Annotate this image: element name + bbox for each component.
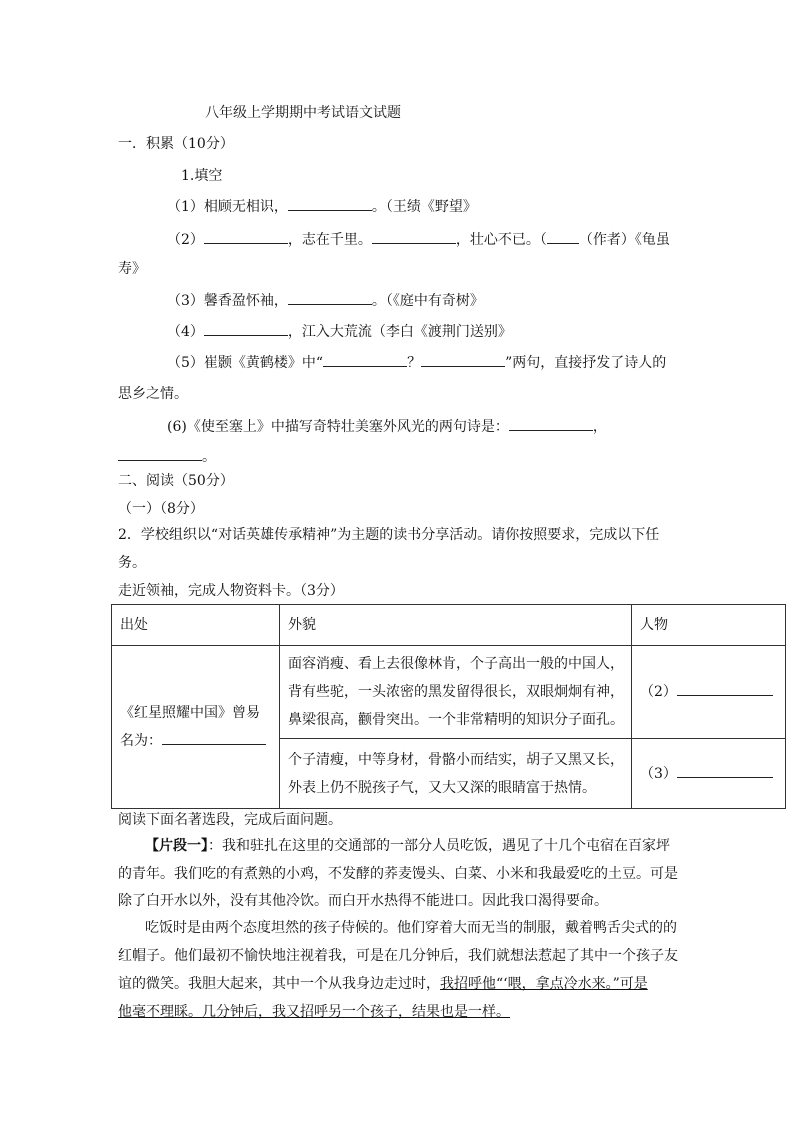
- answer-blank: [509, 416, 593, 431]
- excerpt-1-line-2: 的青年。我们吃的有煮熟的小鸡，不发酵的荞麦馒头、白菜、小米和我最爱吃的土豆。可是: [118, 866, 678, 882]
- appearance-1-line-2: 背有些驼，一头浓密的黑发留得很长，双眼炯炯有神，: [288, 684, 624, 700]
- appearance-cell-2: [280, 739, 632, 809]
- q2-mid1: ，志在千里。: [287, 232, 372, 248]
- excerpt-2-line-4: 他毫不理睬。几分钟后，我又招呼另一个孩子，结果也是一样。: [118, 1004, 510, 1020]
- task-instruction: 走近领袖，完成人物资料卡。（3分）: [118, 583, 344, 599]
- answer-blank: [677, 681, 773, 696]
- q5-suffix: ”两句，直接抒发了诗人的: [505, 355, 667, 371]
- question-2-line-2: 务。: [118, 555, 146, 571]
- q2-num: （2）: [167, 232, 204, 248]
- header-source: 出处: [112, 605, 280, 646]
- source-line-1: 《红星照耀中国》曾易: [120, 705, 260, 721]
- question-2-line-1: 2．学校组织以“对话英雄传承精神”为主题的读书分享活动。请你按照要求，完成以下任: [118, 527, 660, 543]
- question-1-3: [167, 290, 484, 311]
- answer-blank: [118, 446, 202, 461]
- excerpt-1-text: ：我和驻扎在这里的交通部的一部分人员吃饭，遇见了十几个屯宿在百家坪: [208, 838, 670, 854]
- question-1-6: [167, 416, 607, 437]
- excerpt-2-line-1: 吃饭时是由两个态度坦然的孩子侍候的。他们穿着大而无当的制服，戴着鸭舌尖式的的: [145, 920, 677, 936]
- q2-mid2: ，壮心不已。（: [455, 232, 547, 248]
- excerpt-2-line-2: 红帽子。他们最初不愉快地注视着我，可是在几分钟后，我们就想法惹起了其中一个孩子友: [118, 948, 678, 964]
- question-1-2-cont: 寿》: [118, 261, 146, 277]
- q3-suffix: 。（《庭中有奇树》: [371, 293, 484, 309]
- excerpt-2-text: 谊的微笑。我胆大起来，其中一个从我身边走过时，: [118, 976, 440, 992]
- section-1-heading: 一．积累（10分）: [118, 136, 234, 152]
- person-cell-1: [632, 646, 786, 739]
- profile-card-table: [111, 604, 786, 809]
- section-2-heading: 二、阅读（50分）: [118, 473, 234, 489]
- excerpt-1-line-3: 除了白开水以外，没有其他冷饮。而白开水热得不能进口。因此我口渴得要命。: [118, 893, 608, 909]
- q1-suffix: 。（王绩《野望》: [371, 199, 477, 215]
- answer-blank: [162, 730, 266, 745]
- q3-prefix: （3）馨香盈怀袖，: [167, 293, 288, 309]
- answer-blank: [421, 352, 505, 367]
- appearance-2-line-2: 外表上仍不脱孩子气，又大又深的眼睛富于热情。: [288, 779, 596, 796]
- q5-prefix: （5）崔颢《黄鹤楼》中“: [167, 355, 324, 371]
- question-1-2: [167, 229, 670, 250]
- excerpt-2-line-3: [118, 974, 648, 994]
- excerpt-1-tag: 【片段一】: [145, 838, 208, 854]
- answer-blank: [323, 352, 407, 367]
- q1-prefix: （1）相顾无相识，: [167, 199, 288, 215]
- appearance-cell-1: [280, 646, 632, 739]
- answer-blank: [204, 229, 288, 244]
- question-1-5-cont: 思乡之情。: [118, 386, 188, 402]
- appearance-1-line-3: 鼻梁很高，颧骨突出。一个非常精明的知识分子面孔。: [288, 712, 624, 728]
- source-cell: [112, 646, 280, 809]
- question-1-5: [167, 352, 666, 373]
- person-1-num: （2）: [640, 684, 677, 700]
- answer-blank: [288, 196, 372, 211]
- question-1-6-cont: [118, 446, 216, 467]
- person-cell-2: [632, 739, 786, 809]
- answer-blank: [204, 321, 288, 336]
- part-1-heading: （一）（8分）: [118, 501, 204, 517]
- answer-blank: [547, 229, 579, 244]
- page-title: 八年级上学期期中考试语文试题: [205, 105, 401, 121]
- header-appearance: 外貌: [280, 605, 632, 646]
- underlined-sentence: 我招呼他“‘喂，拿点冷水来。”可是: [440, 976, 648, 992]
- source-line-2: 名为：: [120, 733, 162, 749]
- excerpt-1-line-1: [145, 836, 670, 856]
- header-person: 人物: [632, 605, 786, 646]
- person-2-num: （3）: [640, 765, 677, 782]
- answer-blank: [288, 290, 372, 305]
- q6-prefix: (6)《使至塞上》中描写奇特壮美塞外风光的两句诗是：: [167, 419, 509, 435]
- q2-mid3: （作者）《龟虽: [578, 232, 670, 248]
- q6-end: 。: [202, 449, 216, 465]
- appearance-1-line-1: 面容消瘦、看上去很像林肯，个子高出一般的中国人，: [288, 656, 624, 672]
- answer-blank: [677, 763, 773, 778]
- reading-intro: 阅读下面名著选段，完成后面问题。: [118, 812, 342, 828]
- q5-mark: ？: [407, 355, 422, 371]
- answer-blank: [372, 229, 456, 244]
- question-1-1: [167, 196, 477, 217]
- q4-suffix: ，江入大荒流（李白《渡荆门送别》: [287, 324, 512, 340]
- fill-blank-heading: 1.填空: [181, 168, 223, 184]
- q6-comma: ，: [592, 419, 607, 435]
- appearance-2-line-1: 个子清瘦，中等身材，骨骼小而结实，胡子又黑又长，: [288, 751, 624, 768]
- q4-num: （4）: [167, 324, 204, 340]
- question-1-4: [167, 321, 512, 342]
